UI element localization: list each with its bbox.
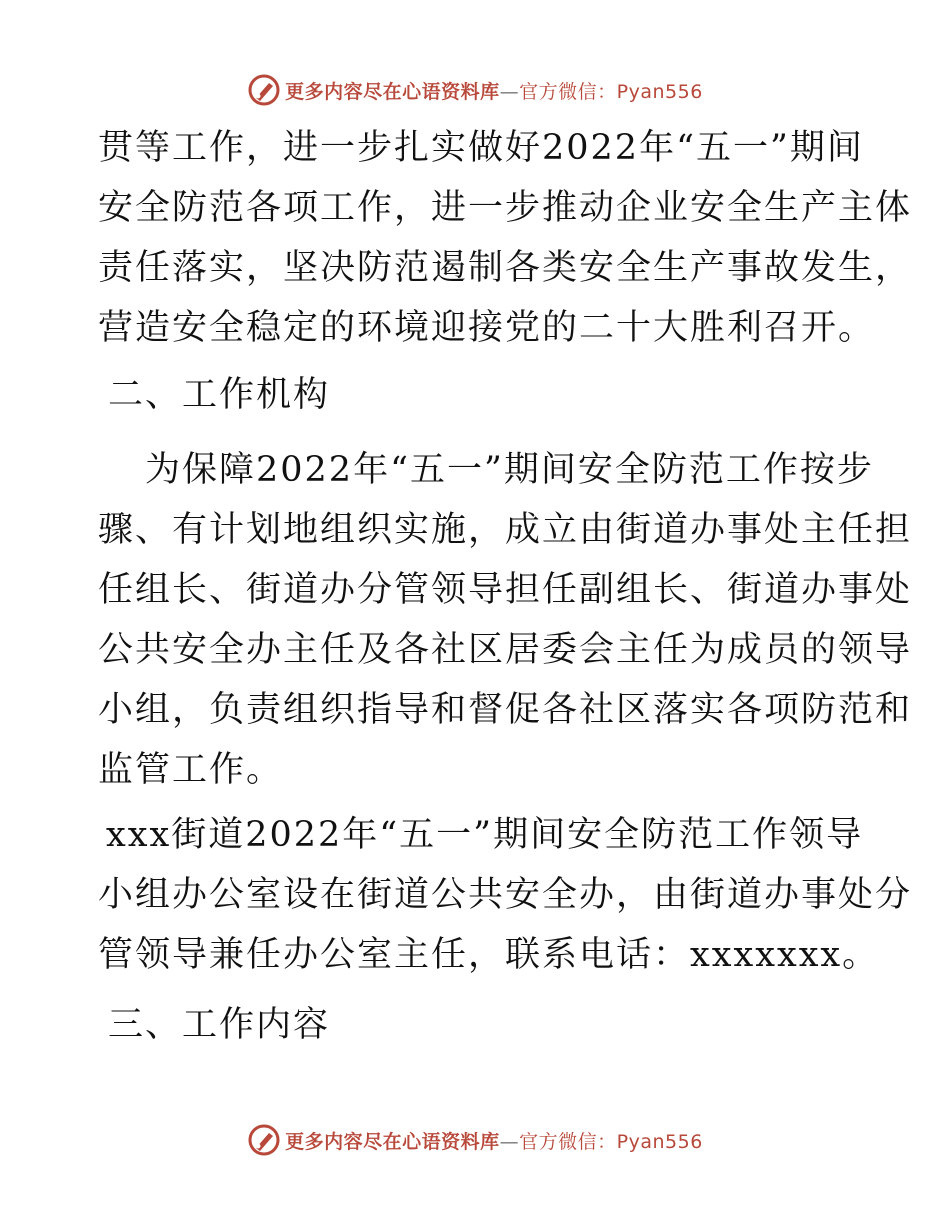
paragraph-line: 任组长、街道办分管领导担任副组长、街道办事处 bbox=[98, 570, 913, 610]
watermark-separator: — bbox=[499, 80, 520, 103]
paragraph-line: 骤、有计划地组织实施，成立由街道办事处主任担 bbox=[98, 510, 913, 550]
watermark-wechat-text: 官方微信：Pyan556 bbox=[519, 1130, 703, 1153]
paragraph-line: 责任落实，坚决防范遏制各类安全生产事故发生， bbox=[98, 248, 913, 288]
paragraph-line: 营造安全稳定的环境迎接党的二十大胜利召开。 bbox=[98, 308, 876, 348]
watermark-header bbox=[0, 70, 950, 110]
paragraph-line: 公共安全办主任及各社区居委会主任为成员的领导 bbox=[98, 630, 913, 670]
paragraph-line: 为保障2022年“五一”期间安全防范工作按步 bbox=[145, 450, 874, 490]
watermark-separator: — bbox=[499, 1130, 520, 1153]
paragraph-line: 安全防范各项工作，进一步推动企业安全生产主体 bbox=[98, 188, 913, 228]
watermark-main-text: 更多内容尽在心语资料库 bbox=[285, 80, 500, 103]
paragraph-line: 贯等工作，进一步扎实做好2022年“五一”期间 bbox=[98, 128, 864, 168]
pen-logo-icon bbox=[247, 73, 281, 107]
paragraph-line: 监管工作。 bbox=[98, 750, 284, 790]
section-heading: 二、工作机构 bbox=[108, 375, 331, 415]
watermark-wechat-text: 官方微信：Pyan556 bbox=[519, 80, 703, 103]
pen-logo-icon bbox=[247, 1123, 281, 1157]
paragraph-line: 管领导兼任办公室主任，联系电话：xxxxxxx。 bbox=[98, 935, 880, 975]
section-heading: 三、工作内容 bbox=[108, 1005, 331, 1045]
paragraph-line: 小组，负责组织指导和督促各社区落实各项防范和 bbox=[98, 690, 913, 730]
paragraph-line: xxx街道2022年“五一”期间安全防范工作领导 bbox=[106, 815, 864, 855]
watermark-footer bbox=[0, 1120, 950, 1160]
watermark-main-text: 更多内容尽在心语资料库 bbox=[285, 1130, 500, 1153]
paragraph-line: 小组办公室设在街道公共安全办，由街道办事处分 bbox=[98, 875, 913, 915]
